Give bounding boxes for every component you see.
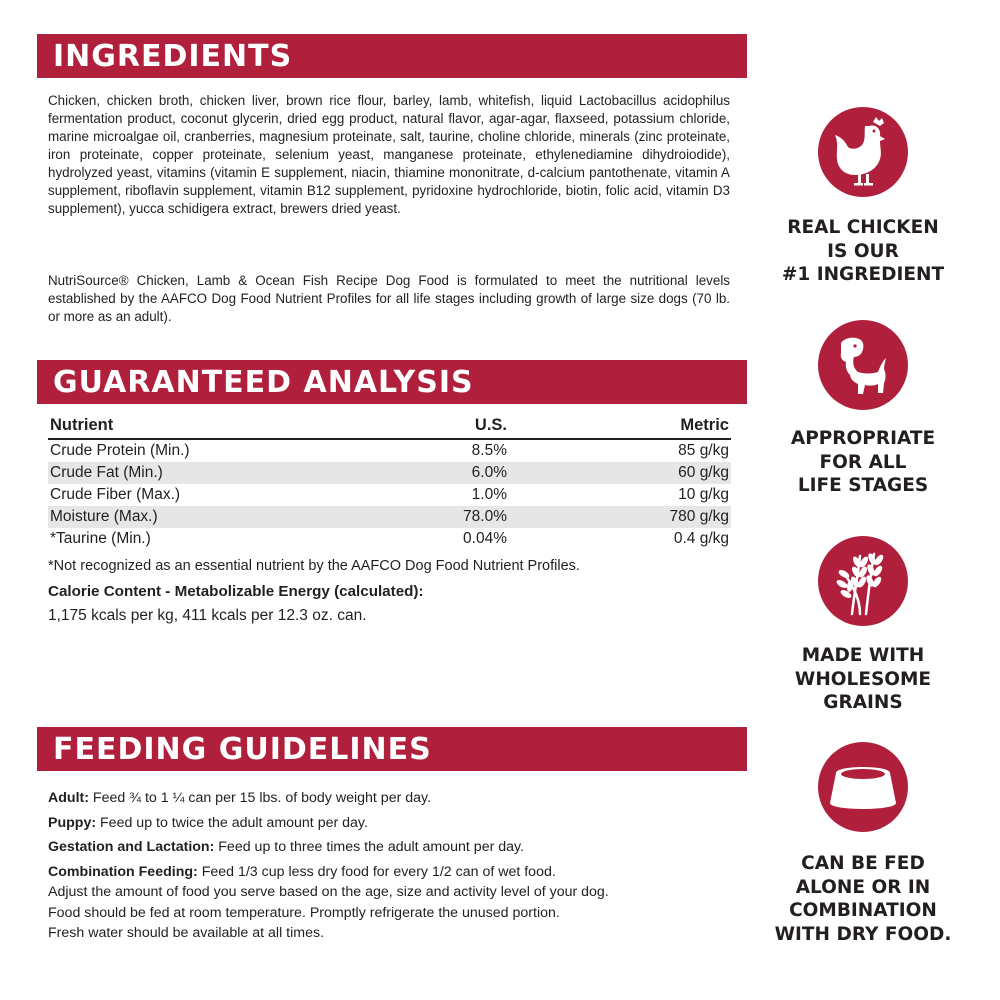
- puppy-label: Puppy:: [48, 815, 97, 831]
- header-metric: Metric: [680, 416, 729, 434]
- table-row: [48, 440, 731, 462]
- feeding-combination: [48, 864, 556, 880]
- header-us: U.S.: [474, 416, 507, 434]
- ingredients-banner: [37, 34, 747, 78]
- nutrient-name: *Taurine (Min.): [50, 530, 151, 547]
- feeding-adult: [48, 790, 431, 806]
- calorie-label: Calorie Content - Metabolizable Energy (calculated):: [48, 583, 424, 600]
- chicken-badge-text: REAL CHICKEN IS OUR #1 INGREDIENT: [781, 217, 945, 285]
- table-row: [48, 528, 731, 550]
- combo-text: Feed 1/3 cup less dry food for every 1/2 can of wet food.: [197, 864, 556, 880]
- feeding-gestation: [48, 839, 524, 855]
- puppy-icon: [831, 333, 895, 397]
- feeding-water-note: Fresh water should be available at all times.: [48, 925, 325, 941]
- taurine-footnote: *Not recognized as an essential nutrient by the AAFCO Dog Food Nutrient Profiles.: [48, 558, 580, 574]
- nutrient-metric: 0.4 g/kg: [673, 530, 729, 547]
- feeding-banner: [37, 727, 747, 771]
- chicken-badge: [818, 107, 908, 197]
- adult-label: Adult:: [48, 790, 89, 806]
- grains-badge: [818, 536, 908, 626]
- gestation-text: Feed up to three times the adult amount per day.: [214, 839, 525, 855]
- nutrient-us: 1.0%: [471, 486, 507, 503]
- nutrient-name: Crude Fat (Min.): [50, 464, 163, 481]
- table-row: [48, 506, 731, 528]
- nutrient-metric: 10 g/kg: [678, 486, 729, 503]
- nutrient-name: Crude Protein (Min.): [50, 442, 190, 459]
- table-row: [48, 484, 731, 506]
- puppy-badge: [818, 320, 908, 410]
- life-stages-badge-text: APPROPRIATE FOR ALL LIFE STAGES: [790, 428, 936, 496]
- nutrient-name: Crude Fiber (Max.): [50, 486, 181, 503]
- wheat-icon: [830, 546, 896, 616]
- feeding-title: FEEDING GUIDELINES: [53, 732, 432, 767]
- nutrient-us: 78.0%: [463, 508, 507, 525]
- gestation-label: Gestation and Lactation:: [48, 839, 215, 855]
- nutrient-metric: 60 g/kg: [678, 464, 729, 481]
- table-header: [48, 416, 731, 440]
- analysis-title: GUARANTEED ANALYSIS: [53, 365, 474, 400]
- nutrient-us: 6.0%: [471, 464, 507, 481]
- analysis-banner: [37, 360, 747, 404]
- nutrient-us: 8.5%: [471, 442, 507, 459]
- adult-text: Feed ¾ to 1 ¼ can per 15 lbs. of body weight per day.: [88, 790, 432, 806]
- feeding-temperature-note: Food should be fed at room temperature. Promptly refrigerate the unused portion.: [48, 905, 560, 921]
- bowl-badge: [818, 742, 908, 832]
- dog-bowl-icon: [828, 763, 898, 811]
- combo-label: Combination Feeding:: [48, 864, 198, 880]
- combination-badge-text: CAN BE FED ALONE OR IN COMBINATION WITH DRY FOOD.: [774, 853, 952, 945]
- nutrient-metric: 780 g/kg: [669, 508, 729, 525]
- nutrient-metric: 85 g/kg: [678, 442, 729, 459]
- header-nutrient: Nutrient: [50, 416, 114, 434]
- feeding-puppy: [48, 815, 368, 831]
- feeding-adjust-note: Adjust the amount of food you serve based on the age, size and activity level of your dog.: [48, 884, 609, 900]
- nutrient-name: Moisture (Max.): [50, 508, 158, 525]
- ingredients-title: INGREDIENTS: [53, 39, 293, 74]
- calorie-value: 1,175 kcals per kg, 411 kcals per 12.3 oz. can.: [48, 607, 367, 624]
- chicken-icon: [833, 116, 893, 188]
- puppy-text: Feed up to twice the adult amount per day.: [96, 815, 368, 831]
- ingredients-list: Chicken, chicken broth, chicken liver, brown rice flour, barley, lamb, whitefish, liquid Lactobacillus acidophilus fermentation product, coconut glycerin, dried egg product, natural flavor, agar-agar, flaxseed, potassium chloride, marine microalgae oil, cranberries, magnesium proteinate, salt, taurine, choline chloride, minerals (zinc proteinate, iron proteinate, copper proteinate, selenium yeast, manganese proteinate, ethylenediamine dihydroiodide), hydrolyzed yeast, vitamins (vitamin E supplement, niacin, thiamine mononitrate, d-calcium pantothenate, vitamin A supplement, riboflavin supplement, vitamin B12 supplement, pyridoxine hydrochloride, biotin, folic acid, vitamin D3 supplement), yucca schidigera extract, brewers dried yeast.: [48, 93, 730, 216]
- grains-badge-text: MADE WITH WHOLESOME GRAINS: [794, 645, 932, 713]
- nutrient-us: 0.04%: [463, 530, 507, 547]
- table-row: [48, 462, 731, 484]
- aafco-statement: NutriSource® Chicken, Lamb & Ocean Fish Recipe Dog Food is formulated to meet the nutritional levels established by the AAFCO Dog Food Nutrient Profiles for all life stages including growth of large size dogs (70 lb. or more as an adult).: [48, 273, 730, 324]
- guaranteed-analysis-table: [48, 416, 731, 550]
